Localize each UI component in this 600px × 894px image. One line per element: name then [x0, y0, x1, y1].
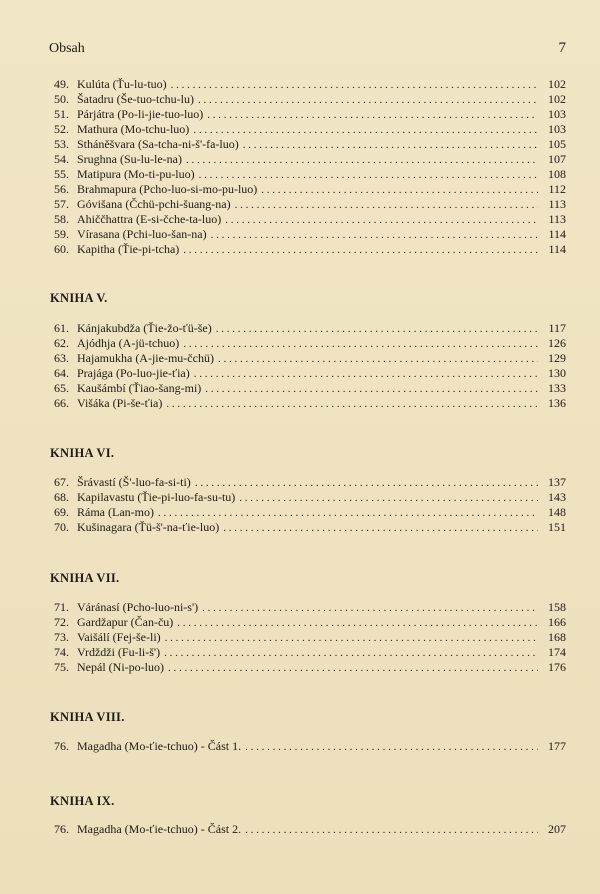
page-number: 7	[558, 40, 566, 56]
toc-entry: 60. Kapitha (Ťie-pi-tcha) . . . 114	[54, 242, 566, 257]
toc-entry: 55. Matipura (Mo-ti-pu-luo) . . . 108	[54, 167, 566, 182]
toc-entry: 69. Ráma (Lan-mo) . . . 148	[54, 505, 566, 520]
toc-entry: 68. Kapilavastu (Ťie-pi-luo-fa-su-tu) . . . 143	[54, 490, 566, 505]
page-header	[49, 40, 566, 57]
toc-entry: 54. Srughna (Su-lu-le-na) . . . 107	[54, 152, 566, 167]
toc-entry: 63. Hajamukha (A-jie-mu-čchü) . . . 129	[54, 351, 566, 366]
toc-entry: 49. Kulúta (Ťu-lu-tuo) . . . 102	[54, 77, 566, 92]
toc-entry: 72. Gardžapur (Čan-ču) . . . 166	[54, 615, 566, 630]
page-title: Obsah	[49, 41, 85, 56]
toc-entry: 64. Prajága (Po-luo-jie-ťia) . . . 130	[54, 366, 566, 381]
toc-entry: 59. Vírasana (Pchi-luo-šan-na) . . . 114	[54, 227, 566, 242]
toc-entry: 73. Vaišálí (Fej-še-li) . . . 168	[54, 630, 566, 645]
toc-entry: 56. Brahmapura (Pcho-luo-si-mo-pu-luo) . . . 112	[54, 182, 566, 197]
toc-entry: 76. Magadha (Mo-ťie-tchuo) - Část 2. . . . 207	[54, 822, 566, 837]
toc-entry: 58. Ahiččhattra (E-si-čche-ta-luo) . . . 113	[54, 212, 566, 227]
section-heading: KNIHA V.	[50, 291, 108, 305]
toc-entry: 66. Višáka (Pi-še-ťia) . . . 136	[54, 396, 566, 411]
toc-entry: 62. Ajódhja (A-jü-tchuo) . . . 126	[54, 336, 566, 351]
section-heading: KNIHA IX.	[50, 794, 115, 808]
toc-entry: 76. Magadha (Mo-ťie-tchuo) - Část 1. . . . 177	[54, 739, 566, 754]
toc-entry: 57. Góvišana (Čchü-pchi-šuang-na) . . . 113	[54, 197, 566, 212]
section-heading: KNIHA VI.	[50, 446, 115, 460]
section-heading: KNIHA VIII.	[50, 710, 125, 724]
toc-entry: 74. Vrdždži (Fu-li-š') . . . 174	[54, 645, 566, 660]
toc-entry: 61. Kánjakubdža (Ťie-žo-ťü-še) . . . 117	[54, 321, 566, 336]
section-heading: KNIHA VII.	[50, 571, 120, 585]
toc-entry: 67. Šrávastí (Š'-luo-fa-si-ti) . . . 137	[54, 475, 566, 490]
toc-entry: 52. Mathura (Mo-tchu-luo) . . . 103	[54, 122, 566, 137]
toc-entry: 51. Párjátra (Po-li-jie-tuo-luo) . . . 103	[54, 107, 566, 122]
toc-entry: 53. Stháněšvara (Sa-tcha-ni-š'-fa-luo) . . . 105	[54, 137, 566, 152]
toc-entry: 50. Šatadru (Še-tuo-tchu-lu) . . . 102	[54, 92, 566, 107]
toc-entry: 75. Nepál (Ni-po-luo) . . . 176	[54, 660, 566, 675]
toc-entry: 71. Váránasí (Pcho-luo-ni-s') . . . 158	[54, 600, 566, 615]
toc-entry: 65. Kaušámbí (Ťiao-šang-mi) . . . 133	[54, 381, 566, 396]
toc-entry: 70. Kušinagara (Ťü-š'-na-ťie-luo) . . . 151	[54, 520, 566, 535]
